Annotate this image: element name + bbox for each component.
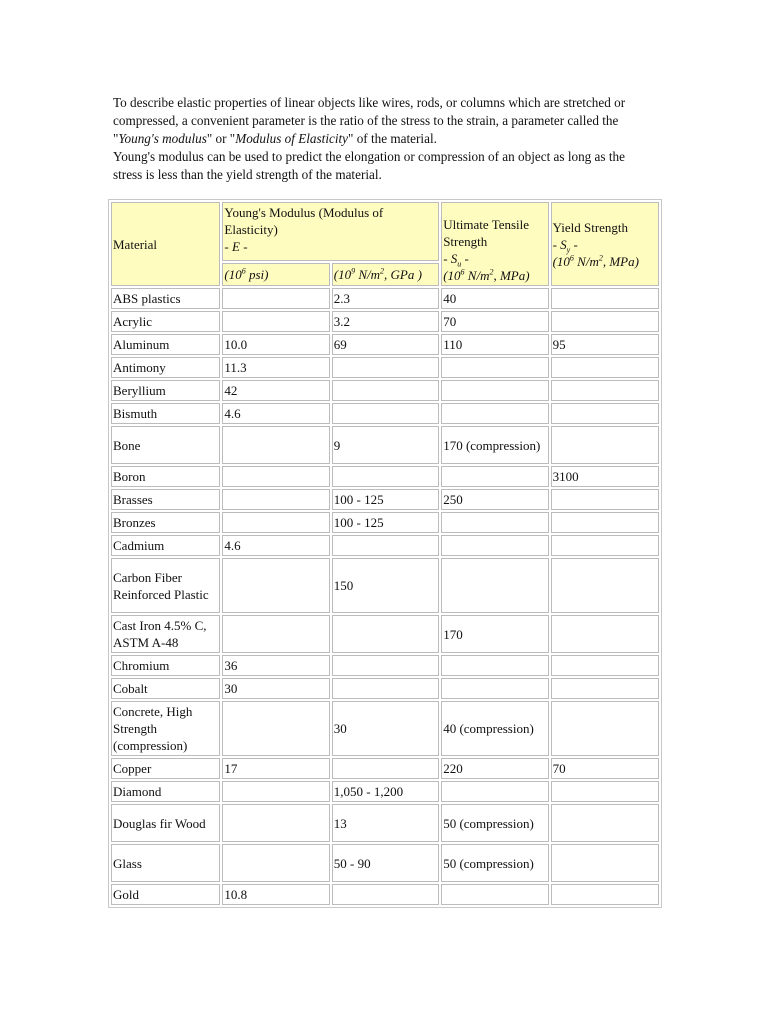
intro-paragraph	[113, 94, 653, 184]
table-row	[111, 489, 659, 510]
cell-material: Gold	[111, 884, 220, 905]
cell-yield	[551, 558, 659, 613]
cell-psi: 11.3	[222, 357, 329, 378]
cell-yield	[551, 288, 659, 309]
cell-gpa	[332, 884, 439, 905]
cell-psi	[222, 489, 329, 510]
table-row	[111, 288, 659, 309]
cell-material: Antimony	[111, 357, 220, 378]
cell-gpa: 69	[332, 334, 439, 355]
cell-material: Cobalt	[111, 678, 220, 699]
cell-yield	[551, 512, 659, 533]
cell-uts	[441, 380, 548, 401]
table-body	[111, 288, 659, 905]
cell-uts: 110	[441, 334, 548, 355]
table-row	[111, 380, 659, 401]
cell-yield	[551, 701, 659, 756]
cell-gpa	[332, 466, 439, 487]
cell-psi	[222, 701, 329, 756]
cell-gpa: 50 - 90	[332, 844, 439, 882]
cell-uts: 50 (compression)	[441, 804, 548, 842]
header-yield-strength: Yield Strength - $S_y$ - ($10^6$ $N/m^2$, MPa)	[551, 202, 659, 286]
symbol-su: $S_u$	[450, 251, 462, 269]
unit-yield: ($10^6$ $N/m^2$, MPa)	[552, 253, 639, 269]
table-row	[111, 558, 659, 613]
cell-psi: 36	[222, 655, 329, 676]
cell-psi	[222, 311, 329, 332]
cell-yield	[551, 489, 659, 510]
cell-uts	[441, 466, 548, 487]
intro-text-1: To describe elastic properties of linear objects like wires, rods, or columns which are stretched or compressed, a convenient parameter is the ratio of the stress to the strain, a parameter called the "	[113, 95, 626, 146]
cell-psi: 4.6	[222, 535, 329, 556]
header-yield-label: Yield Strength	[552, 219, 629, 235]
cell-gpa: 1,050 - 1,200	[332, 781, 439, 802]
header-row-1	[111, 202, 659, 261]
header-material: Material	[111, 202, 220, 286]
table-row	[111, 357, 659, 378]
modulus-of-elasticity-term: Modulus of Elasticity	[235, 131, 349, 146]
table-row	[111, 311, 659, 332]
cell-uts: 170 (compression)	[441, 426, 548, 464]
cell-psi	[222, 844, 329, 882]
cell-gpa	[332, 357, 439, 378]
header-uts-label: Ultimate Tensile Strength	[443, 217, 530, 249]
cell-psi	[222, 615, 329, 653]
cell-gpa: 30	[332, 701, 439, 756]
cell-psi: 42	[222, 380, 329, 401]
cell-gpa	[332, 655, 439, 676]
cell-material: Chromium	[111, 655, 220, 676]
cell-psi: 10.8	[222, 884, 329, 905]
header-ultimate-tensile: Ultimate Tensile Strength - $S_u$ - ($10^6$ $N/m^2$, MPa)	[441, 202, 548, 286]
cell-yield	[551, 380, 659, 401]
cell-psi	[222, 512, 329, 533]
cell-gpa	[332, 380, 439, 401]
header-youngs-label: Young's Modulus (Modulus of Elasticity)	[224, 205, 384, 237]
table-row	[111, 678, 659, 699]
cell-yield	[551, 426, 659, 464]
materials-table	[108, 199, 662, 908]
table-row	[111, 758, 659, 779]
cell-material: Diamond	[111, 781, 220, 802]
cell-yield: 70	[551, 758, 659, 779]
cell-psi: 17	[222, 758, 329, 779]
cell-material: Cast Iron 4.5% C, ASTM A-48	[111, 615, 220, 653]
cell-uts: 250	[441, 489, 548, 510]
cell-material: Brasses	[111, 489, 220, 510]
cell-uts	[441, 655, 548, 676]
table-row	[111, 781, 659, 802]
cell-gpa	[332, 758, 439, 779]
header-unit-psi: ($10^6$ psi)	[222, 263, 329, 286]
cell-material: ABS plastics	[111, 288, 220, 309]
cell-gpa: 3.2	[332, 311, 439, 332]
cell-gpa: 100 - 125	[332, 512, 439, 533]
cell-gpa	[332, 678, 439, 699]
table-row	[111, 334, 659, 355]
header-unit-gpa: ($10^9$ $N/m^2$, GPa )	[332, 263, 439, 286]
cell-yield	[551, 311, 659, 332]
cell-material: Boron	[111, 466, 220, 487]
cell-material: Beryllium	[111, 380, 220, 401]
table-row	[111, 426, 659, 464]
cell-yield	[551, 844, 659, 882]
cell-yield	[551, 535, 659, 556]
cell-psi	[222, 426, 329, 464]
cell-uts: 220	[441, 758, 548, 779]
cell-gpa: 9	[332, 426, 439, 464]
unit-uts: ($10^6$ $N/m^2$, MPa)	[443, 267, 530, 283]
table-row	[111, 535, 659, 556]
cell-uts	[441, 884, 548, 905]
cell-psi: 4.6	[222, 403, 329, 424]
intro-text-4: Young's modulus can be used to predict the elongation or compression of an object as long as the stress is less than the yield strength of the material.	[113, 149, 625, 182]
intro-text-2: " or "	[206, 131, 236, 146]
table-row	[111, 804, 659, 842]
cell-material: Bismuth	[111, 403, 220, 424]
cell-uts: 40	[441, 288, 548, 309]
table-row	[111, 884, 659, 905]
cell-uts	[441, 357, 548, 378]
cell-material: Acrylic	[111, 311, 220, 332]
cell-yield	[551, 804, 659, 842]
cell-material: Copper	[111, 758, 220, 779]
cell-uts: 40 (compression)	[441, 701, 548, 756]
cell-psi	[222, 781, 329, 802]
table-row	[111, 844, 659, 882]
symbol-sy: $S_y$	[560, 236, 571, 255]
cell-yield	[551, 781, 659, 802]
youngs-modulus-term: Young's modulus	[118, 131, 207, 146]
cell-material: Bronzes	[111, 512, 220, 533]
cell-gpa: 13	[332, 804, 439, 842]
cell-uts	[441, 678, 548, 699]
cell-yield	[551, 678, 659, 699]
cell-uts	[441, 558, 548, 613]
cell-gpa: 2.3	[332, 288, 439, 309]
cell-yield	[551, 655, 659, 676]
cell-material: Aluminum	[111, 334, 220, 355]
intro-text-3: " of the material.	[348, 131, 437, 146]
cell-psi: 10.0	[222, 334, 329, 355]
cell-psi: 30	[222, 678, 329, 699]
cell-psi	[222, 288, 329, 309]
table-row	[111, 701, 659, 756]
cell-yield	[551, 615, 659, 653]
cell-yield	[551, 884, 659, 905]
table-row	[111, 615, 659, 653]
cell-uts: 50 (compression)	[441, 844, 548, 882]
cell-material: Douglas fir Wood	[111, 804, 220, 842]
cell-uts	[441, 535, 548, 556]
cell-material: Glass	[111, 844, 220, 882]
cell-gpa: 100 - 125	[332, 489, 439, 510]
cell-material: Concrete, High Strength (compression)	[111, 701, 220, 756]
table-row	[111, 512, 659, 533]
cell-yield: 3100	[551, 466, 659, 487]
cell-yield	[551, 357, 659, 378]
cell-material: Bone	[111, 426, 220, 464]
table-row	[111, 655, 659, 676]
cell-uts	[441, 781, 548, 802]
cell-uts	[441, 403, 548, 424]
table-row	[111, 403, 659, 424]
cell-gpa	[332, 535, 439, 556]
cell-uts: 70	[441, 311, 548, 332]
cell-material: Cadmium	[111, 535, 220, 556]
cell-gpa: 150	[332, 558, 439, 613]
cell-gpa	[332, 615, 439, 653]
cell-material: Carbon Fiber Reinforced Plastic	[111, 558, 220, 613]
cell-yield: 95	[551, 334, 659, 355]
header-youngs-modulus: Young's Modulus (Modulus of Elasticity) - E -	[222, 202, 439, 261]
table-row	[111, 466, 659, 487]
cell-gpa	[332, 403, 439, 424]
cell-psi	[222, 804, 329, 842]
cell-uts: 170	[441, 615, 548, 653]
symbol-e: E	[231, 239, 240, 254]
cell-uts	[441, 512, 548, 533]
cell-psi	[222, 466, 329, 487]
cell-psi	[222, 558, 329, 613]
cell-yield	[551, 403, 659, 424]
